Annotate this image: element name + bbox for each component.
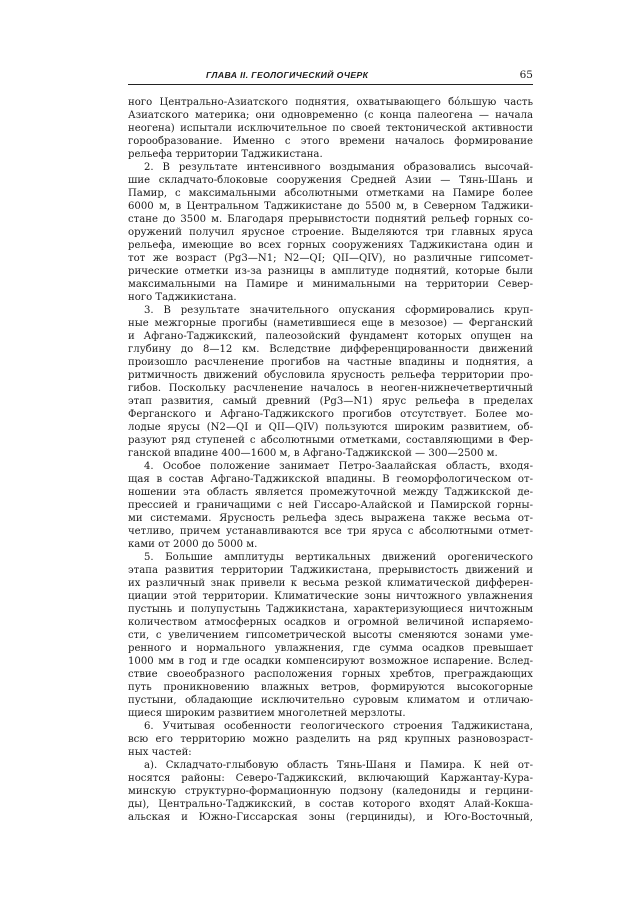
text-line: произошло расчленение прогибов на частные впадины и поднятия, а <box>128 357 533 368</box>
text-line: сти, с увеличением гипсометрической высоты сменяются зонами уме- <box>128 630 533 641</box>
text-line: Азиатского материка; они одновременно (с конца палеогена — начала <box>128 110 533 121</box>
text-line: путь проникновению влажных ветров, формируются высокогорные <box>128 682 533 693</box>
text-line: неогена) испытали исключительное по своей тектонической активности <box>128 123 533 134</box>
text-line: рельефа территории Таджикистана. <box>128 149 323 160</box>
text-line: ношении эта область является промежуточной между Таджикской де- <box>128 487 533 498</box>
text-line: 6000 м, в Центральном Таджикистане до 5500 м, в Северном Таджики- <box>128 201 533 212</box>
text-line: стане до 3500 м. Благодаря прерывистости поднятий рельеф горных со- <box>128 214 533 225</box>
text-line: ганской впадине 400—1600 м, в Афгано-Таджикской — 300—2500 м. <box>128 448 498 459</box>
text-line: пустыни, обладающие исключительно суровым климатом и отличаю- <box>128 695 533 706</box>
text-line: максимальными на Памире и минимальными на территории Север- <box>128 279 533 290</box>
text-line: шие складчато-блоковые сооружения Средней Азии — Тянь-Шань и <box>128 175 533 186</box>
text-line: прессией и граничащими с ней Гиссаро-Алайской и Памирской горны- <box>128 500 533 511</box>
text-line: ренного и нормального увлажнения, где сумма осадков превышает <box>128 643 533 654</box>
text-line: количеством атмосферных осадков и огромной величиной испаряемо- <box>128 617 533 628</box>
text-line: носятся районы: Северо-Таджикский, включающий Каржантау-Кура- <box>128 773 533 784</box>
text-line: тот же возраст (Pg3—N1; N2—QI; QII—QIV), но различные гипсомет- <box>128 253 533 264</box>
text-line: ритмичность движений обусловила ярусность рельефа территории про- <box>128 370 533 381</box>
text-line: альская и Южно-Гиссарская зоны (герциниды), и Юго-Восточный, <box>128 812 533 823</box>
text-line: горообразование. Именно с этого времени началось формирование <box>128 136 533 147</box>
text-line: оружений получил ярусное строение. Выделяются три главных яруса <box>128 227 533 238</box>
text-line: ми системами. Ярусность рельефа здесь выражена также весьма от- <box>128 513 533 524</box>
text-line: их различный знак привели к весьма резкой климатической дифферен- <box>128 578 533 589</box>
chapter-title: ГЛАВА II. ГЕОЛОГИЧЕСКИЙ ОЧЕРК <box>206 70 369 80</box>
text-line: минскую структурно-формационную подзону (каледониды и герцини- <box>128 786 533 797</box>
text-line: 4. Особое положение занимает Петро-Заалайская область, входя- <box>144 461 533 472</box>
text-line: ные межгорные прогибы (наметившиеся еще в мезозое) — Ферганский <box>128 318 533 329</box>
page-number: 65 <box>519 69 533 81</box>
text-line: ствие своеобразного расположения горных хребтов, преграждающих <box>128 669 533 680</box>
text-line: рельефа, имеющие во всех горных сооружениях Таджикистана один и <box>128 240 533 251</box>
text-line: четливо, причем устанавливаются все три яруса с абсолютными отмет- <box>128 526 533 537</box>
text-line: пустынь и полупустынь Таджикистана, характеризующиеся ничтожным <box>128 604 533 615</box>
text-line: ного Центрально-Азиатского поднятия, охватывающего бо́льшую часть <box>128 97 533 108</box>
text-line: ного Таджикистана. <box>128 292 237 303</box>
text-line: ками от 2000 до 5000 м. <box>128 539 258 550</box>
text-line: 5. Большие амплитуды вертикальных движений орогенического <box>144 552 533 563</box>
text-line: этапа развития территории Таджикистана, прерывистость движений и <box>128 565 533 576</box>
text-line: щиеся широким развитием многолетней мерзлоты. <box>128 708 406 719</box>
body-text <box>128 96 533 824</box>
text-line: Ферганского и Афгано-Таджикского прогибов отсутствует. Более мо- <box>128 409 533 420</box>
text-line: гибов. Поскольку расчленение началось в неоген-нижнечетвертичный <box>128 383 533 394</box>
text-line: разуют ряд ступеней с абсолютными отметками, составляющими в Фер- <box>128 435 533 446</box>
text-line: 3. В результате значительного опускания сформировались круп- <box>144 305 533 316</box>
text-line: 1000 мм в год и где осадки компенсируют возможное испарение. Вслед- <box>128 656 533 667</box>
text-line: ных частей: <box>128 747 192 758</box>
running-header <box>128 70 533 85</box>
text-line: а). Складчато-глыбовую область Тянь-Шаня и Памира. К ней от- <box>144 760 533 771</box>
text-line: всю его территорию можно разделить на ряд крупных разновозраст- <box>128 734 533 745</box>
text-line: рические отметки из-за разницы в амплитуде поднятий, которые были <box>128 266 533 277</box>
text-line: лодые ярусы (N2—QI и QII—QIV) пользуются широким развитием, об- <box>128 422 533 433</box>
text-line: Памир, с максимальными абсолютными отметками на Памире более <box>128 188 533 199</box>
text-line: циации этой территории. Климатические зоны ничтожного увлажнения <box>128 591 533 602</box>
text-line: и Афгано-Таджикский, палеозойский фундамент которых опущен на <box>128 331 533 342</box>
text-line: этап развития, самый древний (Pg3—N1) ярус рельефа в пределах <box>128 396 533 407</box>
text-line: глубину до 8—12 км. Вследствие дифференцированности движений <box>128 344 533 355</box>
text-line: ды), Центрально-Таджикский, в состав которого входят Алай-Кокша- <box>128 799 533 810</box>
text-line: щая в состав Афгано-Таджикской впадины. В геоморфологическом от- <box>128 474 533 485</box>
text-line: 6. Учитывая особенности геологического строения Таджикистана, <box>144 721 533 732</box>
text-line: 2. В результате интенсивного воздымания образовались высочай- <box>144 162 533 173</box>
